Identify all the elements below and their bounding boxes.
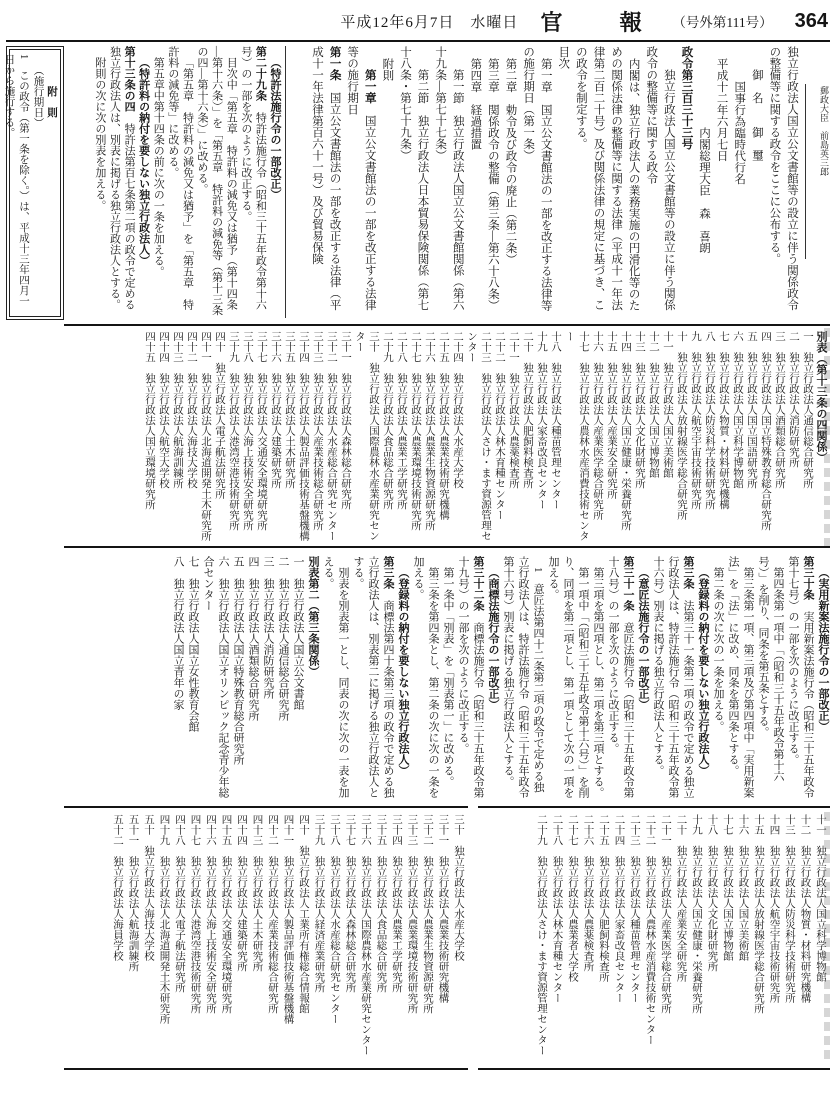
paragraph: 第三十一条 意匠法施行令（昭和三十五年政令第十八号）の一部を次のように改正する。: [607, 556, 634, 798]
list-item: 十八 独立行政法人種苗管理センター: [550, 331, 561, 510]
appendix-table-2-left: [64, 806, 468, 1070]
list-item: 二十 独立行政法人産業安全研究所: [675, 814, 687, 982]
list-item: 十五 独立行政法人産業安全研究所: [606, 331, 617, 499]
paragraph: 附則の次に次の別表を加える。: [93, 57, 106, 211]
list-item: 十四 独立行政法人国立健康・栄養研究所: [620, 331, 631, 531]
list-item: 四十三 独立行政法人航海訓練所: [172, 331, 183, 489]
paragraph: 「第五章 特許料の減免又は猶予」を「第五章 特許料の減免等」に改める。: [166, 46, 194, 310]
paragraph: 四 独立行政法人酒類総合研究所: [247, 556, 259, 721]
list-item: 十二 独立行政法人国立博物館: [648, 331, 659, 478]
list-item: 三十六 独立行政法人建築研究所: [270, 331, 281, 489]
paragraph: （登録料の納付を要しない独立行政法人）: [697, 567, 709, 776]
list-item: 三 独立行政法人酒類総合研究所: [774, 331, 785, 489]
paragraph: （特許料の納付を要しない独立行政法人）: [137, 57, 150, 266]
list-item: 二十七 独立行政法人農業者大学校: [567, 814, 578, 982]
list-item: 十三 独立行政法人防災科学技術研究所: [784, 814, 795, 1003]
paragraph: （商標法施行令の一部改正）: [487, 567, 499, 710]
promulgation-and-toc: [294, 46, 800, 318]
list-item: 四十二 独立行政法人海技大学校: [186, 331, 197, 489]
list-item: 十二 独立行政法人物質・材料研究機構: [799, 814, 811, 1003]
list-item: 六 独立行政法人国立科学博物館: [732, 331, 743, 489]
list-item: 三十一 独立行政法人森林総合研究所: [340, 331, 351, 510]
list-item: 十一 独立行政法人国立科学博物館: [815, 814, 826, 982]
paragraph: 附 則: [46, 85, 58, 117]
paragraph: 内閣総理大臣 森 喜朗: [698, 126, 711, 253]
list-item: 二十二 独立行政法人農林水産消費技術センター: [644, 814, 656, 1045]
paragraph: 国事行為臨時代行名: [733, 80, 746, 184]
list-item: 三十一 独立行政法人農業技術研究機構: [437, 814, 449, 1003]
list-item: 九 独立行政法人航空宇宙技術研究所: [690, 331, 701, 510]
paragraph: 内閣は、独立行政法人の業務実施の円滑化等のための関係法律の整備等に関する法律（平成十一年法律第二百二十号）及び関係法律の規定に基づき、この政令を制定する。: [574, 46, 640, 311]
paragraph: 1 この政令（第一条を除く。）は、平成十三年四月一日から施行する。: [3, 54, 29, 306]
paragraph: （登録料の納付を要しない独立行政法人）: [397, 567, 409, 776]
paragraph: 平成十二年六月七日: [715, 57, 728, 161]
paragraph: 第一条中「別表」を「別表第一」に改める。: [442, 567, 454, 787]
list-item: 二十五 独立行政法人肥飼料検査所: [598, 814, 609, 982]
gazette-title: 官報: [540, 9, 699, 35]
list-item: 三十六 独立行政法人国際農林水産業研究センター: [360, 814, 371, 1056]
list-item: 二十六 独立行政法人農薬検査所: [582, 814, 594, 972]
masthead: [0, 4, 828, 38]
paragraph: 五 独立行政法人国立特殊教育総合研究所: [232, 556, 244, 765]
appendix-note-text: [3, 49, 61, 317]
list-item: 二十六 独立行政法人農業生物資源研究所: [424, 331, 435, 531]
list-item: 十六 独立行政法人国立美術館: [737, 814, 749, 961]
list-item: 三十 独立行政法人国際農林水産業研究センター: [354, 331, 379, 541]
patent-order-amendment: [64, 46, 282, 318]
column-divider: [805, 84, 806, 259]
list-item: 十九 独立行政法人国立健康・栄養研究所: [691, 814, 702, 1014]
paragraph: 第三十条 実用新案法施行令（昭和三十五年政令第十七号）の一部を次のように改正する。: [787, 556, 814, 798]
list-item: 十八 独立行政法人文化財研究所: [706, 814, 718, 972]
list-item: 三十五 独立行政法人食品総合研究所: [375, 814, 387, 993]
paragraph: （意匠法施行令の一部改正）: [637, 567, 649, 710]
paragraph: （特許法施行令の一部改正）: [269, 57, 281, 200]
band-articles: [64, 556, 830, 802]
list-item: 五十 独立行政法人海技大学校: [143, 814, 154, 961]
paragraph: 政令第三百三十三号: [680, 46, 693, 150]
paragraph: 独立行政法人国立公文書館等の設立に伴う関係政令の整備等に関する政令をここに公布する。: [768, 46, 798, 311]
paragraph: 第一項中「（昭和三十五年政令第十六号）」を削り、同項を第二項とし、第一項として次の一項を加える。: [547, 556, 589, 798]
list-item: 三十八 独立行政法人水産総合研究センター: [329, 814, 340, 1024]
paragraph: 第二節 独立行政法人日本貿易保険関係（第七十八条・第七十九条）: [398, 46, 429, 311]
issue-number: （号外第111号）: [672, 15, 773, 30]
paragraph: 一 独立行政法人国立公文書館: [292, 556, 304, 710]
list-item: 一 独立行政法人通信総合研究所: [802, 331, 813, 489]
list-item: 二十三 独立行政法人さけ・ます資源管理センター: [466, 331, 491, 541]
cut-column-artifact: [824, 328, 830, 546]
list-item: 四十四 独立行政法人建築研究所: [236, 814, 247, 972]
list-item: 四十七 独立行政法人港湾空港技術研究所: [189, 814, 201, 1014]
paragraph: （施行期日）: [32, 64, 44, 128]
appendix-table-2-right: [478, 806, 830, 1070]
paragraph: 第三項を第四項とし、第二項を第三項とする。: [592, 567, 604, 798]
paragraph: 七 独立行政法人国立女性教育会館: [187, 556, 199, 732]
list-item: 二十九 独立行政法人食品総合研究所: [382, 331, 393, 510]
list-item: 四十五 独立行政法人交通安全環境研究所: [220, 814, 232, 1014]
cut-column-artifact: [824, 812, 830, 1064]
paragraph: 第三章 関係政令の整備（第三条―第六十八条）: [486, 57, 499, 311]
list-item: 八 独立行政法人防災科学技術研究所: [704, 331, 715, 510]
band-top: [64, 46, 830, 318]
list-item: 十七 独立行政法人国立博物館: [722, 814, 733, 961]
paragraph: 第四章 経過措置: [469, 57, 482, 150]
list-item: 三十九 独立行政法人港湾空港技術研究所: [228, 331, 239, 531]
paragraph: 第三条 商標法第四十条第三項の政令で定める独立行政法人は、別表第二に掲げる独立行政法人とする。: [352, 556, 394, 798]
list-item: 二十一 独立行政法人産業医学総合研究所: [660, 814, 671, 1014]
list-item: 二十二 独立行政法人林木育種センター: [494, 331, 505, 520]
list-item: 三十四 独立行政法人製品評価技術基盤機構: [298, 331, 309, 541]
paragraph: 二 独立行政法人通信総合研究所: [277, 556, 289, 721]
list-item: 二十八 独立行政法人林木育種センター: [551, 814, 563, 1003]
paragraph: 三 独立行政法人消防研究所: [262, 556, 274, 699]
paragraph: （実用新案法施行令の一部改正）: [817, 567, 829, 732]
list-item: 三十三 独立行政法人農業環境技術研究所: [406, 814, 418, 1014]
list-item: 十三 独立行政法人文化財研究所: [634, 331, 645, 489]
appendix-table-1-title: 別表（第十三条の四関係）: [815, 331, 827, 463]
list-item: 四十一 独立行政法人製品評価技術基盤機構: [282, 814, 294, 1024]
list-item: 二 独立行政法人消防研究所: [788, 331, 799, 468]
paragraph: 第二章 勅令及び政令の廃止（第二条）: [504, 57, 517, 265]
paragraph: 別表第二（第三条関係）: [307, 556, 319, 677]
paragraph: 第三条第一項、第三項及び第四項中「実用新案法」を「法」に改め、同条を第四条とする。: [727, 556, 754, 798]
paragraph: 第五章中第十四条の前に次の一条を加える。: [152, 57, 165, 277]
paragraph: 第十三条の四 特許法第百七条第二項の政令で定める独立行政法人は、別表に掲げる独立行政法人とする。: [108, 46, 136, 310]
paragraph: 目次: [557, 46, 570, 69]
list-item: 四十九 独立行政法人北海道開発土木研究所: [158, 814, 170, 1024]
list-item: 二十 独立行政法人肥飼料検査所: [522, 331, 533, 489]
list-item: 二十九 独立行政法人さけ・ます資源管理センター: [536, 814, 547, 1056]
appendix-table-1: [64, 324, 830, 548]
list-item: 二十四 独立行政法人家畜改良センター: [613, 814, 625, 1003]
paragraph: 第三条 法第三十一条第二項の政令で定める独立行政法人は、特許法施行令（昭和三十五年政令第十六号）別表に掲げる独立行政法人とする。: [652, 556, 694, 798]
paragraph: 第二条の次に次の一条を加える。: [712, 567, 724, 732]
list-item: 三十五 独立行政法人土木研究所: [284, 331, 295, 489]
list-item: 十一 独立行政法人国立美術館: [662, 331, 673, 478]
paragraph: 六 独立行政法人国立オリンピック記念青少年総合センター: [202, 556, 229, 798]
list-item: 二十一 独立行政法人農薬検査所: [508, 331, 519, 489]
list-item: 二十八 独立行政法人農業工学研究所: [396, 331, 407, 510]
list-item: 十六 独立行政法人産業医学総合研究所: [592, 331, 603, 520]
list-item: 二十七 独立行政法人農業環境技術研究所: [410, 331, 421, 531]
list-item: 五 独立行政法人国立国語研究所: [746, 331, 757, 489]
paragraph: 八 独立行政法人国立青年の家: [172, 556, 184, 710]
list-item: 七 独立行政法人物質・材料研究機構: [718, 331, 729, 510]
list-item: 二十四 独立行政法人水産大学校: [452, 331, 463, 489]
list-item: 十七 独立行政法人農林水産消費技術センター: [564, 331, 589, 541]
paragraph: 第三条を第四条とし、第二条の次に次の一条を加える。: [412, 556, 439, 798]
list-item: 四十六 独立行政法人海上技術安全研究所: [205, 814, 216, 1014]
paragraph: 附則: [381, 57, 394, 81]
paragraph: 目次中「第五章 特許料の減免又は猶予（第十四条―第十六条）」を「第五章 特許料の減免等（第十三条の四―第十六条）」に改める。: [196, 46, 238, 316]
paragraph: 第一条 国立公文書館法の一部を改正する法律（平成十一年法律第百六十一号）及び貿易保険: [310, 46, 341, 311]
list-item: 四 独立行政法人国立特殊教育総合研究所: [760, 331, 771, 531]
list-item: 十五 独立行政法人放射線医学総合研究所: [753, 814, 764, 1014]
appendix-note-box: [3, 46, 64, 320]
paragraph: 1 意匠法第四十二条第二項の政令で定める独立行政法人は、特許法施行令（昭和三十五年政令第十六号）別表に掲げる独立行政法人とする。: [502, 556, 544, 798]
list-item: 三十二 独立行政法人農業生物資源研究所: [422, 814, 433, 1014]
list-item: 十四 独立行政法人航空宇宙技術研究所: [768, 814, 780, 1003]
list-item: 三十 独立行政法人水産大学校: [453, 814, 464, 961]
list-item: 三十七 独立行政法人森林総合研究所: [344, 814, 356, 993]
list-item: 三十九 独立行政法人経済産業研究所: [313, 814, 325, 993]
issue-date: 平成12年6月7日 水曜日: [340, 14, 519, 31]
list-item: 四十 独立行政法人工業所有権総合情報館: [298, 814, 309, 1014]
paragraph: 第三十二条 商標法施行令（昭和三十五年政令第十九号）の一部を次のように改正する。: [457, 556, 484, 798]
paragraph: 第四条第一項中「（昭和三十五年政令第十六号）」を削り、同条を第五条とする。: [757, 556, 784, 782]
list-item: 四十 独立行政法人電子航法研究所: [214, 331, 225, 499]
paragraph: 独立行政法人国立公文書館等の設立に伴う関係政令の整備等に関する政令: [645, 46, 675, 311]
paragraph: 第一章 国立公文書館法の一部を改正する法律等の施行期日: [346, 46, 376, 311]
list-item: 十九 独立行政法人家畜改良センター: [536, 331, 547, 510]
list-item: 五十一 独立行政法人航海訓練所: [127, 814, 139, 972]
paragraph: 別表を別表第一とし、同表の次に次の一表を加える。: [322, 556, 349, 798]
minister-signature: 郵政大臣 前島英三郎: [819, 86, 829, 176]
list-item: 四十二 独立行政法人産業技術総合研究所: [267, 814, 278, 1014]
paragraph: 御 名 御 璽: [750, 69, 763, 161]
list-item: 三十四 独立行政法人農業工学研究所: [391, 814, 402, 993]
list-item: 三十三 独立行政法人産業技術総合研究所: [312, 331, 323, 531]
masthead-rule: [6, 40, 830, 42]
list-item: 三十七 独立行政法人交通安全環境研究所: [256, 331, 267, 531]
list-item: 四十五 独立行政法人国立環境研究所: [144, 331, 155, 510]
list-item: 五十二 独立行政法人海員学校: [112, 814, 123, 961]
column-divider: [285, 46, 286, 318]
paragraph: 第二十九条 特許法施行令（昭和三十五年政令第十六号）の一部を次のように改正する。: [239, 46, 267, 310]
list-item: 四十八 独立行政法人電子航法研究所: [174, 814, 185, 993]
list-item: 三十八 独立行政法人海上技術安全研究所: [242, 331, 253, 531]
paragraph: 第一章 国立公文書館法の一部を改正する法律等の施行期日（第一条）: [522, 46, 552, 311]
page-number: 364: [794, 9, 828, 32]
list-item: 四十一 独立行政法人北海道開発土木研究所: [200, 331, 211, 541]
list-item: 二十五 独立行政法人農業技術研究機構: [438, 331, 449, 520]
list-item: 四十三 独立行政法人土木研究所: [251, 814, 263, 972]
list-item: 二十三 独立行政法人種苗管理センター: [629, 814, 640, 1003]
list-item: 四十四 独立行政法人航空大学校: [158, 331, 169, 489]
list-item: 三十二 独立行政法人水産総合研究センター: [326, 331, 337, 541]
list-item: 十 独立行政法人放射線医学総合研究所: [676, 331, 687, 520]
paragraph: 第一節 独立行政法人国立公文書館関係（第六十九条―第七十七条）: [434, 46, 464, 311]
